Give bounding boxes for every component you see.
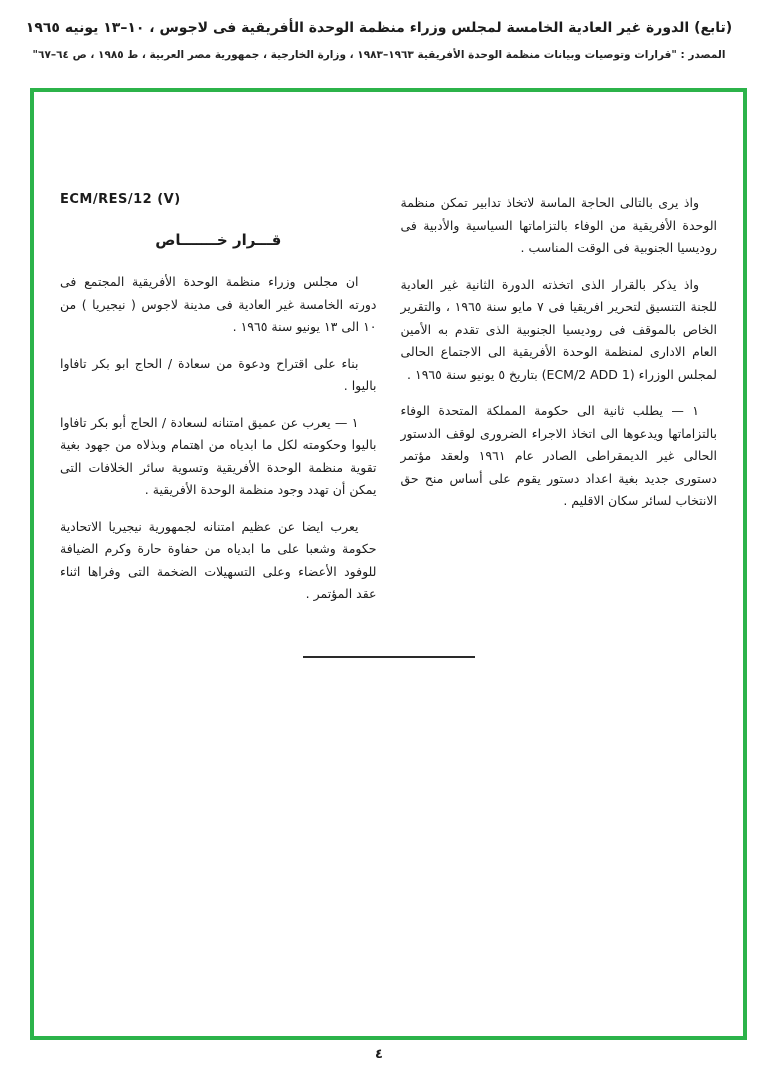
- resolution-title: قـــرار خـــــــاص: [155, 231, 282, 249]
- left-column: [60, 192, 377, 620]
- page-number: ٤: [375, 1047, 383, 1062]
- body-paragraph: ان مجلس وزراء منظمة الوحدة الأفريقية المجتمع فى دورته الخامسة غير العادية فى مدينة لاجوس ( نيجيريا ) من ١٠ الى ١٣ يونيو سنة ١٩٦٥ .: [60, 274, 377, 334]
- body-paragraph: يعرب ايضا عن عظيم امتنانه لجمهورية نيجيريا الاتحادية حكومة وشعبا على ما ابدياه من حفاوة حارة وكرم الضيافة للوفود الأعضاء وعلى التسهيلات الضخمة التى وفراها اثناء عقد المؤتمر .: [60, 518, 377, 601]
- right-column: [401, 192, 718, 620]
- section-divider: [303, 656, 475, 658]
- body-paragraph: بناء على اقتراح ودعوة من سعادة / الحاج ابو بكر تافاوا باليوا .: [60, 355, 377, 393]
- body-paragraph: ١ — يطلب ثانية الى حكومة المملكة المتحدة الوفاء بالتزاماتها ويدعوها الى اتخاذ الاجراء الضرورى لوقف الدستور الحالى غير الديمقراطى الصادر عام ١٩٦١ ولعقد مؤتمر دستورى جديد بغية اعداد دستور يقوم على أساس منح حق الانتخاب لسائر سكان الاقليم .: [400, 403, 717, 508]
- body-paragraph: واذ يرى بالتالى الحاجة الماسة لاتخاذ تدابير تمكن منظمة الوحدة الأفريقية من الوفاء بالتزاماتها السياسية والأدبية فى روديسيا الجنوبية فى الوقت المناسب .: [400, 195, 717, 255]
- document-frame: [30, 88, 747, 1040]
- two-column-body: [60, 192, 717, 620]
- page-header: [0, 0, 758, 61]
- body-paragraph: واذ يذكر بالقرار الذى اتخذته الدورة الثانية غير العادية للجنة التنسيق لتحرير افريقيا فى ٧ مايو سنة ١٩٦٥ ، والتقرير الخاص بالموقف فى روديسيا الجنوبية الذى تقدم به الأمين العام الادارى لمنظمة الوحدة الأفريقية الى الاجتماع الحالى لمجلس الوزراء (ECM/2 ADD 1) بتاريخ ٥ يونيو سنة ١٩٦٥ .: [400, 276, 718, 382]
- header-title: (تابع) الدورة غير العادية الخامسة لمجلس وزراء منظمة الوحدة الأفريقية فى لاجوس ، ١٠–١٣ يونيه ١٩٦٥: [25, 20, 733, 36]
- header-source-line: المصدر : "قرارات وتوصيات وبيانات منظمة الوحدة الأفريقية ١٩٦٣–١٩٨٣ ، وزارة الخارجية ، جمهورية مصر العربية ، ط ١٩٨٥ ، ص ٦٤–٦٧": [32, 49, 726, 61]
- body-paragraph: ١ — يعرب عن عميق امتنانه لسعادة / الحاج أبو بكر تافاوا باليوا وحكومته لكل ما ابدياه من اهتمام وبذلاه من جهود بغية تقوية منظمة الوحدة الأفريقية وتسوية سائر الخلافات التى يمكن أن تهدد وجود منظمة الوحدة الأفريقية .: [60, 414, 377, 497]
- resolution-reference: ECM/RES/12 (V): [60, 192, 181, 207]
